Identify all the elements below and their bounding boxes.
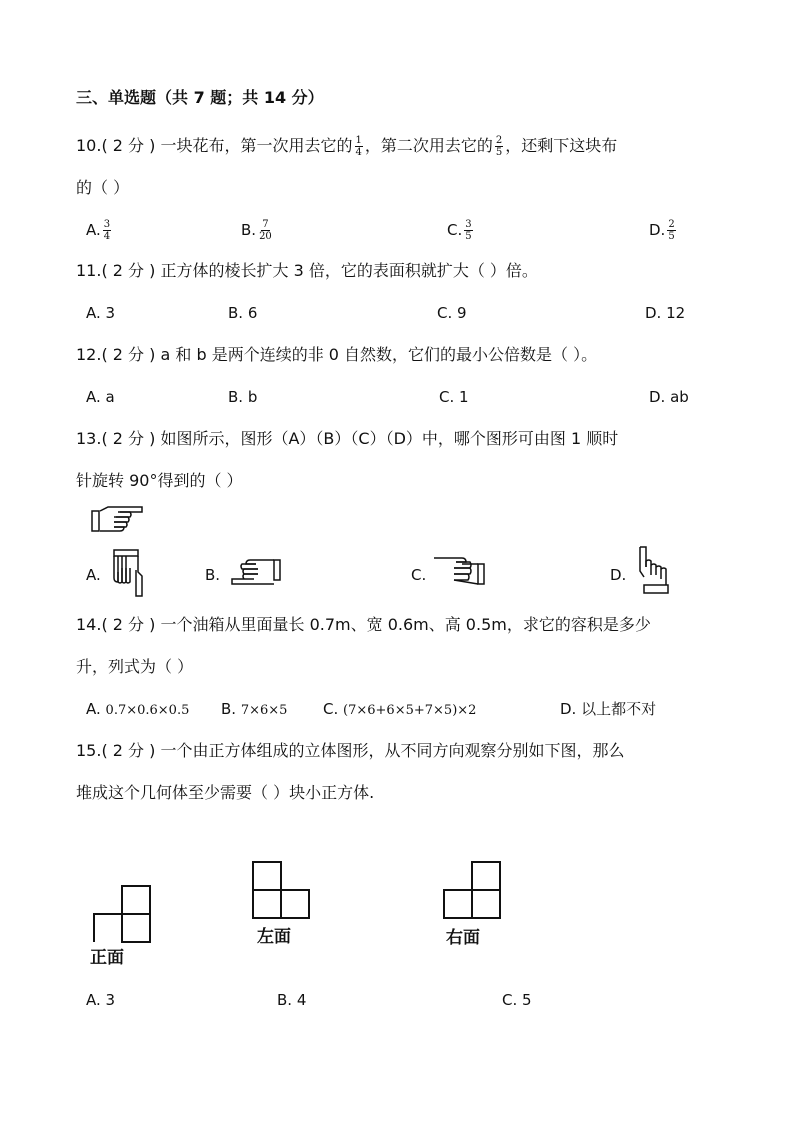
option-a[interactable]: A. <box>86 566 101 584</box>
question-text: ，第二次用去它的 <box>364 136 493 155</box>
question-text-line2: 针旋转 90°得到的（ ） <box>76 471 243 490</box>
question-number: 14. <box>76 615 102 634</box>
right-view-figure <box>442 860 502 920</box>
hand-pointing-up-icon <box>636 545 672 597</box>
option-c[interactable]: C. (7×6+6×5+7×5)×2 <box>323 700 477 718</box>
question-15 <box>76 739 625 763</box>
section-title: 三、单选题（共 7 题；共 14 分） <box>76 88 324 107</box>
option-b[interactable]: B. b <box>228 388 258 406</box>
option-d[interactable]: D. $\frac{2}{5}$ <box>649 219 675 242</box>
hand-pointing-down-icon <box>110 548 146 598</box>
option-b[interactable]: B. 6 <box>228 304 258 322</box>
option-d[interactable]: D. ab <box>649 388 689 406</box>
hand-pointing-left-icon <box>230 558 282 586</box>
question-text: ，还剩下这块布 <box>505 136 618 155</box>
option-b[interactable]: B. 4 <box>277 991 307 1009</box>
hand-pointing-right-icon <box>432 556 486 586</box>
option-b[interactable]: B. <box>205 566 221 584</box>
question-12 <box>76 343 597 367</box>
option-c[interactable]: C. $\frac{3}{5}$ <box>447 219 472 242</box>
option-a[interactable]: A. $\frac{3}{4}$ <box>86 219 111 242</box>
question-text-line2: 升，列式为（ ） <box>76 657 194 676</box>
left-view-figure <box>251 860 311 920</box>
fraction: $\frac{1}{4}$ <box>355 135 362 158</box>
question-text-line2: 堆成这个几何体至少需要（ ）块小正方体. <box>76 783 375 802</box>
question-number: 10. <box>76 136 102 155</box>
option-c[interactable]: C. <box>411 566 427 584</box>
question-number: 12. <box>76 345 102 364</box>
view-label-left: 左面 <box>257 927 291 947</box>
option-a[interactable]: A. 0.7×0.6×0.5 <box>86 700 190 718</box>
fraction: $\frac{2}{5}$ <box>495 135 503 158</box>
question-text: 一个由正方体组成的立体图形，从不同方向观察分别如下图，那么 <box>160 741 625 760</box>
question-number: 11. <box>76 261 102 280</box>
option-c[interactable]: C. 5 <box>502 991 532 1009</box>
option-a[interactable]: A. 3 <box>86 991 116 1009</box>
option-a[interactable]: A. 3 <box>86 304 116 322</box>
question-score: ( 2 分 ) <box>101 615 156 634</box>
question-score: ( 2 分 ) <box>101 261 156 280</box>
option-b[interactable]: B. 7×6×5 <box>221 700 288 718</box>
option-d[interactable]: D. <box>610 566 627 584</box>
question-score: ( 2 分 ) <box>101 741 156 760</box>
question-11 <box>76 259 538 283</box>
question-score: ( 2 分 ) <box>101 345 156 364</box>
option-a[interactable]: A. a <box>86 388 115 406</box>
question-score: ( 2 分 ) <box>101 429 156 448</box>
option-c[interactable]: C. 9 <box>437 304 467 322</box>
question-text-line2: 的（ ） <box>76 178 130 197</box>
question-number: 13. <box>76 429 102 448</box>
question-14 <box>76 613 651 637</box>
question-text: 一个油箱从里面量长 0.7m、宽 0.6m、高 0.5m，求它的容积是多少 <box>160 615 651 634</box>
question-text: 正方体的棱长扩大 3 倍，它的表面积就扩大（ ）倍。 <box>160 261 538 280</box>
question-10 <box>76 134 617 158</box>
question-text: 一块花布，第一次用去它的 <box>160 136 353 155</box>
option-c[interactable]: C. 1 <box>439 388 469 406</box>
option-b[interactable]: B. $\frac{7}{20}$ <box>241 219 272 242</box>
question-text: 如图所示，图形（A）（B）（C）（D）中，哪个图形可由图 1 顺时 <box>160 429 619 448</box>
view-label-front: 正面 <box>90 948 124 968</box>
question-13 <box>76 427 618 451</box>
front-view-figure <box>92 884 156 944</box>
question-number: 15. <box>76 741 102 760</box>
question-text: a 和 b 是两个连续的非 0 自然数，它们的最小公倍数是（ ）。 <box>160 345 598 364</box>
option-d[interactable]: D. 以上都不对 <box>560 700 657 718</box>
option-d[interactable]: D. 12 <box>645 304 686 322</box>
pointing-hand-icon <box>90 505 146 535</box>
question-score: ( 2 分 ) <box>101 136 156 155</box>
view-label-right: 右面 <box>446 928 480 948</box>
